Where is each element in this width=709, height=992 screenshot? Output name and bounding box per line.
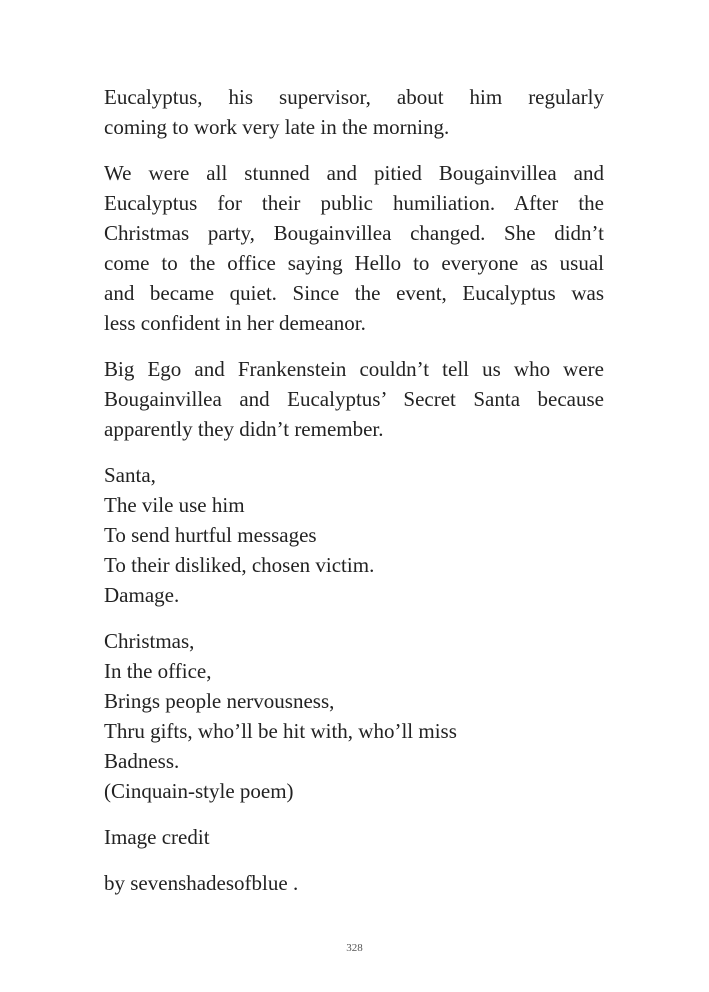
text-line: apparently they didn’t remember. [104,417,384,441]
text-line: coming to work very late in the morning. [104,115,450,139]
text-line: come to the office saying Hello to everyone as usual [104,251,604,275]
poem-line: To their disliked, chosen victim. [104,553,375,577]
poem-line: Brings people nervousness, [104,689,335,713]
poem-line: To send hurtful messages [104,523,317,547]
poem-line: Badness. [104,749,180,773]
text-line: Big Ego and Frankenstein couldn’t tell us who were [104,357,604,381]
image-credit-by [104,868,604,898]
poem-line: (Cinquain-style poem) [104,779,294,803]
page-body [104,82,604,914]
poem-1 [104,460,604,610]
text-line: Eucalyptus for their public humiliation. After the [104,191,604,215]
text-line: Christmas party, Bougainvillea changed. She didn’t [104,221,604,245]
poem-line: Santa, [104,463,156,487]
image-credit-author: by sevenshadesofblue . [104,871,299,895]
poem-line: Thru gifts, who’ll be hit with, who’ll miss [104,719,457,743]
poem-line: Christmas, [104,629,195,653]
text-line: Bougainvillea and Eucalyptus’ Secret Santa because [104,387,604,411]
text-line: Eucalyptus, his supervisor, about him regularly [104,85,604,109]
text-line: We were all stunned and pitied Bougainvillea and [104,161,604,185]
poem-line: In the office, [104,659,212,683]
text-line: and became quiet. Since the event, Eucalyptus was [104,281,604,305]
poem-2 [104,626,604,806]
paragraph-2 [104,158,604,338]
poem-line: Damage. [104,583,180,607]
paragraph-1 [104,82,604,142]
poem-line: The vile use him [104,493,245,517]
text-line: less confident in her demeanor. [104,311,366,335]
image-credit-heading: Image credit [104,825,210,849]
paragraph-3 [104,354,604,444]
image-credit-label [104,822,604,852]
page-number: 328 [346,942,363,954]
